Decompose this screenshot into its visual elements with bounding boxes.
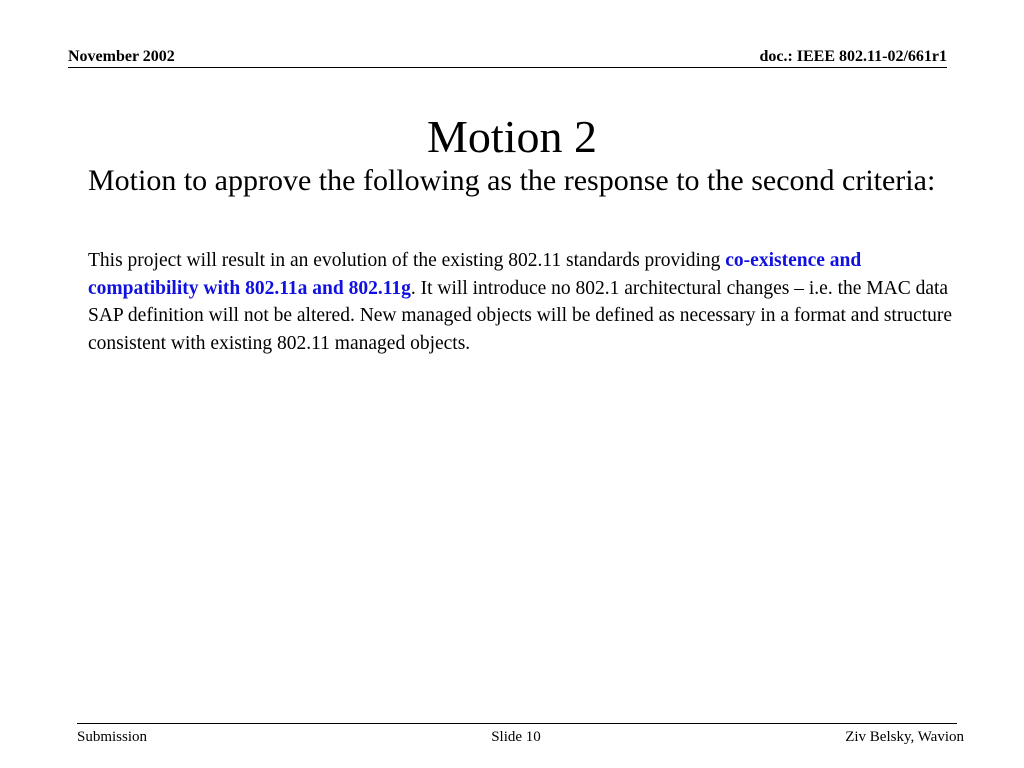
footer-submission: Submission bbox=[77, 729, 148, 745]
header-document-id: doc.: IEEE 802.11-02/661r1 bbox=[759, 48, 947, 65]
slide-title: Motion 2 bbox=[427, 110, 597, 162]
motion-heading: Motion to approve the following as the response to the second criteria: bbox=[88, 164, 936, 197]
motion-body-highlight: co-existence and compatibility with 802.11a and 802.11g bbox=[88, 250, 862, 299]
footer-author: Ziv Belsky, Wavion bbox=[845, 729, 964, 745]
header-divider bbox=[68, 67, 947, 68]
footer-slide-number: Slide 10 bbox=[491, 729, 541, 745]
footer-divider bbox=[77, 723, 957, 724]
motion-body bbox=[88, 247, 954, 357]
motion-body-text-end: . It will introduce no 802.1 architectural changes – i.e. the MAC data SAP definition will not be altered. New managed objects will be defined as necessary in a format and structure consistent with existing 802.11 managed objects. bbox=[88, 277, 953, 354]
header-date: November 2002 bbox=[68, 48, 175, 65]
motion-body-text-start: This project will result in an evolution of the existing 802.11 standards providing bbox=[88, 250, 726, 271]
